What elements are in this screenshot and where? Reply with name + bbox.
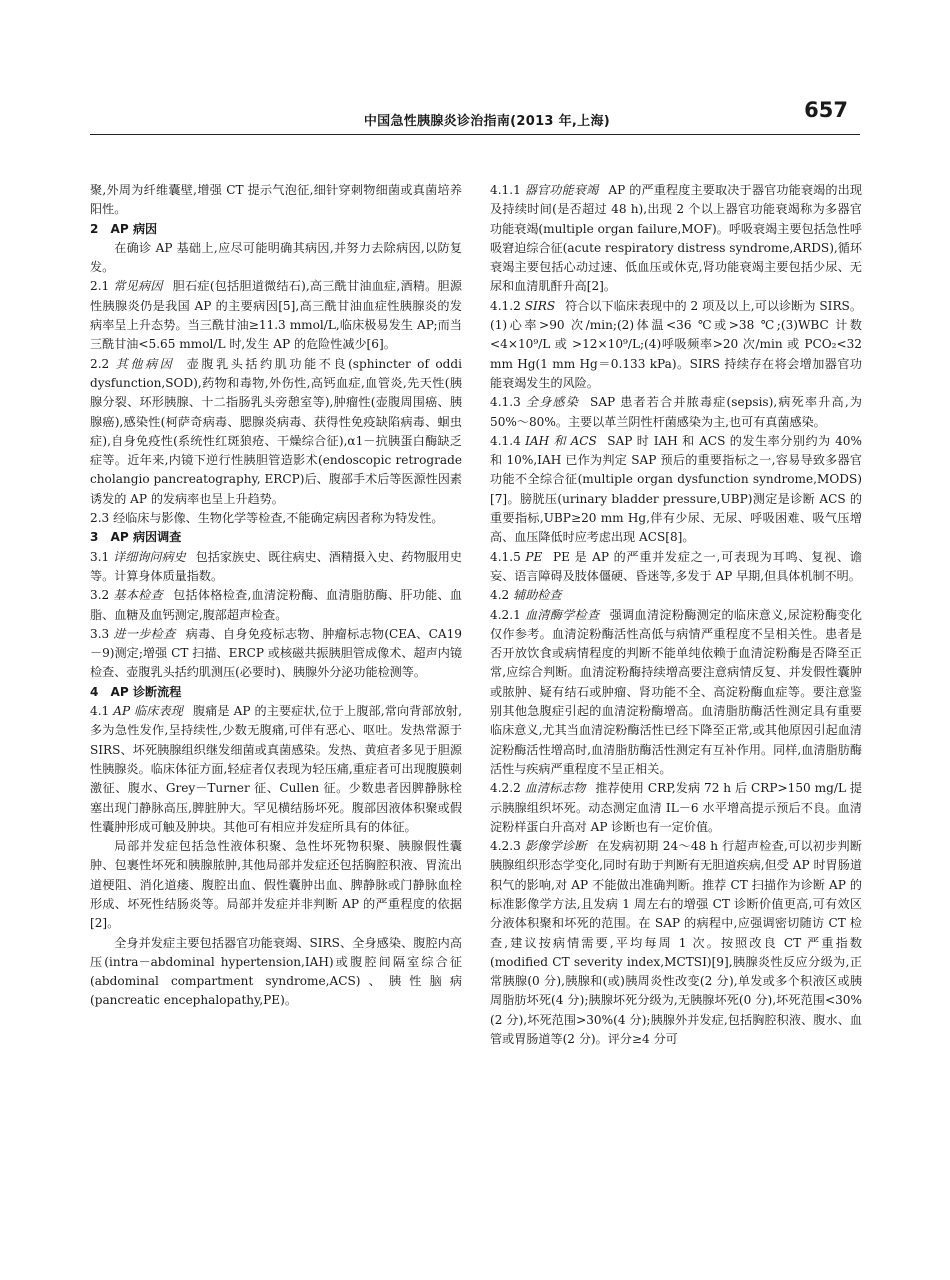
section-2-1: [90, 277, 462, 354]
paragraph-systemic-complications: 全身并发症主要包括器官功能衰竭、SIRS、全身感染、腹腔内高压(intra－abdominal hypertension,IAH)或腹腔间隔室综合征(abdominal compartment syndrome,ACS)、胰性脑病(pancreatic encephalopathy,PE)。: [90, 935, 462, 1008]
section-number: 2.3: [90, 511, 110, 526]
section-heading-2: 2 AP 病因: [90, 221, 158, 236]
section-4-2-1: [490, 606, 862, 780]
section-title: 详细询问病史: [113, 549, 186, 564]
section-title: 其他病因: [115, 356, 175, 371]
section-4-2-3: [490, 837, 862, 1049]
section-number: 4.1: [90, 704, 110, 719]
section-number: 2.2: [90, 356, 110, 371]
section-text: 包括家族史、既往病史、酒精摄入史、药物服用史等。计算身体质量指数。: [90, 549, 462, 583]
section-4-1-4: [490, 432, 862, 548]
section-text: SAP 患者若合并脓毒症(sepsis),病死率升高,为 50%～80%。主要以革兰阴性杆菌感染为主,也可有真菌感染。: [490, 395, 862, 429]
section-number: 4.2: [490, 588, 510, 603]
section-title: 器官功能衰竭: [524, 183, 599, 197]
section-number: 4.1.1: [490, 183, 521, 197]
section-number: 4.2.1: [490, 607, 521, 622]
section-number: 2.1: [90, 279, 110, 294]
section-title: 基本检查: [113, 588, 163, 603]
section-4-1-5: [490, 548, 862, 587]
paragraph-intro: 聚,外周为纤维囊壁,增强 CT 提示气泡征,细针穿刺物细菌或真菌培养阳性。: [90, 183, 462, 217]
section-title: 影像学诊断: [524, 839, 587, 854]
section-number: 3.3: [90, 626, 110, 641]
paragraph-local-complications: 局部并发症包括急性液体积聚、急性坏死物积聚、胰腺假性囊肿、包裹性坏死和胰腺脓肿,其他局部并发症还包括胸腔积液、胃流出道梗阻、消化道瘘、腹腔出血、假性囊肿出血、脾静脉或门静脉血栓形成、坏死性结肠炎等。局部并发症并非判断 AP 的严重程度的依据[2]。: [90, 839, 462, 931]
section-number: 4.2.2: [490, 781, 521, 796]
section-2-3: [90, 509, 462, 528]
section-text: PE 是 AP 的严重并发症之一,可表现为耳鸣、复视、谵妄、语言障碍及肢体僵硬、昏迷等,多发于 AP 早期,但具体机制不明。: [490, 549, 862, 583]
section-text: 在发病初期 24～48 h 行超声检查,可以初步判断胰腺组织形态学变化,同时有助于判断有无胆道疾病,但受 AP 时胃肠道积气的影响,对 AP 不能做出准确判断。推荐 CT 扫描作为诊断 AP 的标准影像学方法,且发病 1 周左右的增强 CT 诊断价值更高,可有效区分液体积聚和坏死的范围。在 SAP 的病程中,应强调密切随访 CT 检查,建议按病情需要,平均每周 1 次。按照改良 CT 严重指数(modified CT severity index,MCTSI)[9],胰腺炎性反应分级为,正常胰腺(0 分),胰腺和(或)胰周炎性改变(2 分),单发或多个积液区或胰周脂肪坏死(4 分);胰腺坏死分级为,无胰腺坏死(0 分),坏死范围<30%(2 分),坏死范围>30%(4 分);胰腺外并发症,包括胸腔积液、腹水、血管或胃肠道等(2 分)。评分≥4 分可: [490, 839, 862, 1047]
section-text: 包括体格检查,血清淀粉酶、血清脂肪酶、肝功能、血脂、血糖及血钙测定,腹部超声检查。: [90, 588, 462, 622]
section-2-2: [90, 355, 462, 509]
running-header: [90, 98, 860, 135]
section-3-1: [90, 548, 462, 587]
section-text: 符合以下临床表现中的 2 项及以上,可以诊断为 SIRS。(1)心率>90 次/min;(2)体温<36 ℃或>38 ℃;(3)WBC 计数 <4×10⁹/L 或 >12×10⁹/L;(4)呼吸频率>20 次/min 或 PCO₂<32 mm Hg(1 mm Hg＝0.133 kPa)。SIRS 持续存在将会增加器官功能衰竭发生的风险。: [490, 298, 862, 390]
page-number: 657: [804, 98, 848, 122]
section-4-1-3: [490, 393, 862, 432]
section-text: 腹痛是 AP 的主要症状,位于上腹部,常向背部放射,多为急性发作,呈持续性,少数无腹痛,可伴有恶心、呕吐。发热常源于 SIRS、坏死胰腺组织继发细菌或真菌感染。发热、黄疸者多见于胆源性胰腺炎。临床体征方面,轻症者仅表现为轻压痛,重症者可出现腹膜刺激征、腹水、Grey－Turner 征、Cullen 征。少数患者因脾静脉栓塞出现门静脉高压,脾脏肿大。罕见横结肠坏死。腹部因液体积聚或假性囊肿形成可触及肿块。其他可有相应并发症所具有的体征。: [90, 704, 462, 834]
section-title: PE: [525, 549, 543, 564]
section-text: 经临床与影像、生物化学等检查,不能确定病因者称为特发性。: [113, 511, 444, 526]
section-text: 胆石症(包括胆道微结石),高三酰甘油血症,酒精。胆源性胰腺炎仍是我国 AP 的主要病因[5],高三酰甘油血症性胰腺炎的发病率呈上升态势。当三酰甘油≥11.3 mmol/L,临床极易发生 AP;而当三酰甘油<5.65 mmol/L 时,发生 AP 的危险性减少[6]。: [90, 279, 462, 352]
section-4-1-2: [490, 297, 862, 393]
left-column: [90, 181, 462, 1011]
paragraph-section-2: 在确诊 AP 基础上,应尽可能明确其病因,并努力去除病因,以防复发。: [90, 240, 462, 275]
section-number: 4.1.2: [490, 298, 521, 313]
section-title: 血清标志物: [524, 781, 586, 796]
section-heading-4: 4 AP 诊断流程: [90, 684, 182, 699]
section-4-2-2: [490, 779, 862, 837]
section-text: 病毒、自身免疫标志物、肿瘤标志物(CEA、CA19－9)测定;增强 CT 扫描、ERCP 或核磁共振胰胆管成像术、超声内镜检查、壶腹乳头括约肌测压(必要时)、胰腺外分泌功能检测等。: [90, 626, 462, 680]
section-text: SAP 时 IAH 和 ACS 的发生率分别约为 40% 和 10%,IAH 已作为判定 SAP 预后的重要指标之一,容易导致多器官功能不全综合征(multiple organ dysfunction syndrome,MODS)[7]。膀胱压(urinary bladder pressure,UBP)测定是诊断 ACS 的重要指标,UBP≥20 mm Hg,伴有少尿、无尿、呼吸困难、吸气压增高、血压降低时应考虑出现 ACS[8]。: [490, 433, 862, 545]
section-title: 进一步检查: [113, 626, 176, 641]
section-title: 血清酶学检查: [524, 607, 600, 622]
section-title: IAH 和 ACS: [525, 433, 597, 448]
journal-title: 中国急性胰腺炎诊治指南(2013 年,上海): [363, 114, 610, 129]
section-number: 4.1.4: [490, 433, 521, 448]
section-text: 推荐使用 CRP,发病 72 h 后 CRP>150 mg/L 提示胰腺组织坏死。动态测定血清 IL－6 水平增高提示预后不良。血清淀粉样蛋白升高对 AP 诊断也有一定价值。: [490, 781, 862, 834]
section-number: 3.2: [90, 588, 110, 603]
section-text: 强调血清淀粉酶测定的临床意义,尿淀粉酶变化仅作参考。血清淀粉酶活性高低与病情严重程度不呈相关性。患者是否开放饮食或病情程度的判断不能单纯依赖于血清淀粉酶是否降至正常,应综合判断。血清淀粉酶持续增高要注意病情反复、并发假性囊肿或脓肿、疑有结石或肿瘤、肾功能不全、高淀粉酶血症等。要注意鉴别其他急腹症引起的血清淀粉酶增高。血清脂肪酶活性测定具有重要临床意义,尤其当血清淀粉酶活性已经下降至正常,或其他原因引起血清淀粉酶活性增高时,血清脂肪酶活性测定有互补作用。同样,血清脂肪酶活性与疾病严重程度不呈正相关。: [490, 607, 862, 776]
section-3-2: [90, 586, 462, 625]
section-4-2: [490, 586, 862, 605]
section-number: 3.1: [90, 549, 110, 564]
section-title: 全身感染: [525, 395, 579, 410]
section-number: 4.1.5: [490, 549, 521, 564]
section-title: 辅助检查: [513, 588, 562, 603]
section-title: SIRS: [524, 298, 556, 313]
section-title: AP 临床表现: [113, 704, 183, 719]
right-column: [490, 181, 862, 1049]
section-title: 常见病因: [113, 279, 163, 294]
section-4-1: [90, 702, 462, 837]
section-number: 4.2.3: [490, 839, 521, 854]
section-text: AP 的严重程度主要取决于器官功能衰竭的出现及持续时间(是否超过 48 h),出现 2 个以上器官功能衰竭称为多器官功能衰竭(multiple organ failure,MOF)。呼吸衰竭主要包括急性呼吸窘迫综合征(acute respiratory distress syndrome,ARDS),循环衰竭主要包括心动过速、低血压或休克,肾功能衰竭主要包括少尿、无尿和血清肌酐升高[2]。: [490, 183, 862, 294]
section-text: 壶腹乳头括约肌功能不良(sphincter of oddi dysfunction,SOD),药物和毒物,外伤性,高钙血症,血管炎,先天性(胰腺分裂、环形胰腺、十二指肠乳头旁憩室等),肿瘤性(壶腹周围癌、胰腺癌),感染性(柯萨奇病毒、腮腺炎病毒、获得性免疫缺陷病毒、蛔虫症),自身免疫性(系统性红斑狼疮、干燥综合征),α1－抗胰蛋白酶缺乏症等。近年来,内镜下逆行性胰胆管造影术(endoscopic retrograde cholangio pancreatography, ERCP)后、腹部手术后等医源性因素诱发的 AP 的发病率也呈上升趋势。: [90, 356, 462, 506]
section-number: 4.1.3: [490, 395, 521, 410]
section-4-1-1: [490, 181, 862, 297]
section-heading-3: 3 AP 病因调查: [90, 530, 182, 545]
section-3-3: [90, 625, 462, 683]
